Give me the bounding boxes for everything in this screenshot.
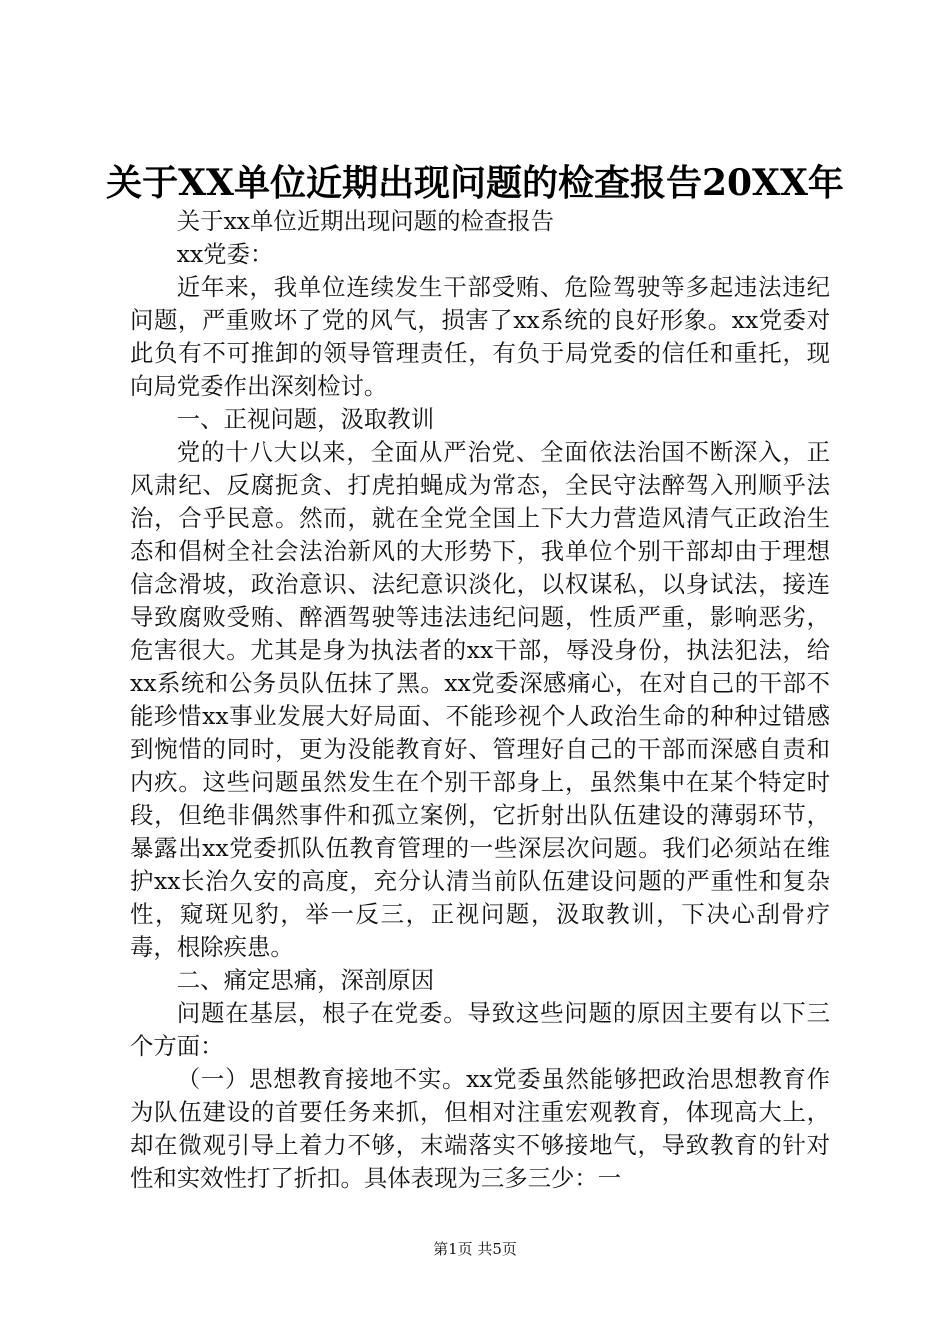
paragraph: 党的十八大以来，全面从严治党、全面依法治国不断深入，正风肃纪、反腐扼贪、打虎拍蝇成为常态，全民守法醉驾入刑顺乎法治，合乎民意。然而，就在全党全国上下大力营造风清气正政治生态和倡树全社会法治新风的大形势下，我单位个别干部却由于理想信念滑坡，政治意识、法纪意识淡化，以权谋私，以身试法，接连导致腐败受贿、醉酒驾驶等违法违纪问题，性质严重，影响恶劣，危害很大。尤其是身为执法者的xx干部，辱没身份，执法犯法，给xx系统和公务员队伍抹了黑。xx党委深感痛心，在对自己的干部不能珍惜xx事业发展大好局面、不能珍视个人政治生命的种种过错感到惋惜的同时，更为没能教育好、管理好自己的干部而深感自责和内疚。这些问题虽然发生在个别干部身上，虽然集中在某个特定时段，但绝非偶然事件和孤立案例，它折射出队伍建设的薄弱环节，暴露出xx党委抓队伍教育管理的一些深层次问题。我们必须站在维护xx长治久安的高度，充分认清当前队伍建设问题的严重性和复杂性，窥斑见豹，举一反三，正视问题，汲取教训，下决心刮骨疗毒，根除疾患。 — [130, 438, 830, 961]
document-title: 关于XX单位近期出现问题的检查报告20XX年 — [106, 162, 844, 204]
page-number: 第1页 共5页 — [433, 1240, 517, 1258]
section-heading: 二、痛定思痛，深剖原因 — [176, 966, 435, 994]
document-body — [130, 205, 830, 1195]
paragraph: 问题在基层，根子在党委。导致这些问题的原因主要有以下三个方面： — [130, 999, 830, 1060]
report-heading-line: 关于xx单位近期出现问题的检查报告 — [176, 207, 555, 235]
paragraph: 近年来，我单位连续发生干部受贿、危险驾驶等多起违法违纪问题，严重败坏了党的风气，损害了xx系统的良好形象。xx党委对此负有不可推卸的领导管理责任，有负于局党委的信任和重托，现向局党委作出深刻检讨。 — [130, 273, 830, 400]
salutation: xx党委： — [176, 240, 274, 268]
paragraph: （一）思想教育接地不实。xx党委虽然能够把政治思想教育作为队伍建设的首要任务来抓，但相对注重宏观教育，体现高大上，却在微观引导上着力不够，末端落实不够接地气，导致教育的针对性和实效性打了折扣。具体表现为三多三少：一 — [130, 1065, 830, 1192]
section-heading: 一、正视问题，汲取教训 — [176, 405, 435, 433]
